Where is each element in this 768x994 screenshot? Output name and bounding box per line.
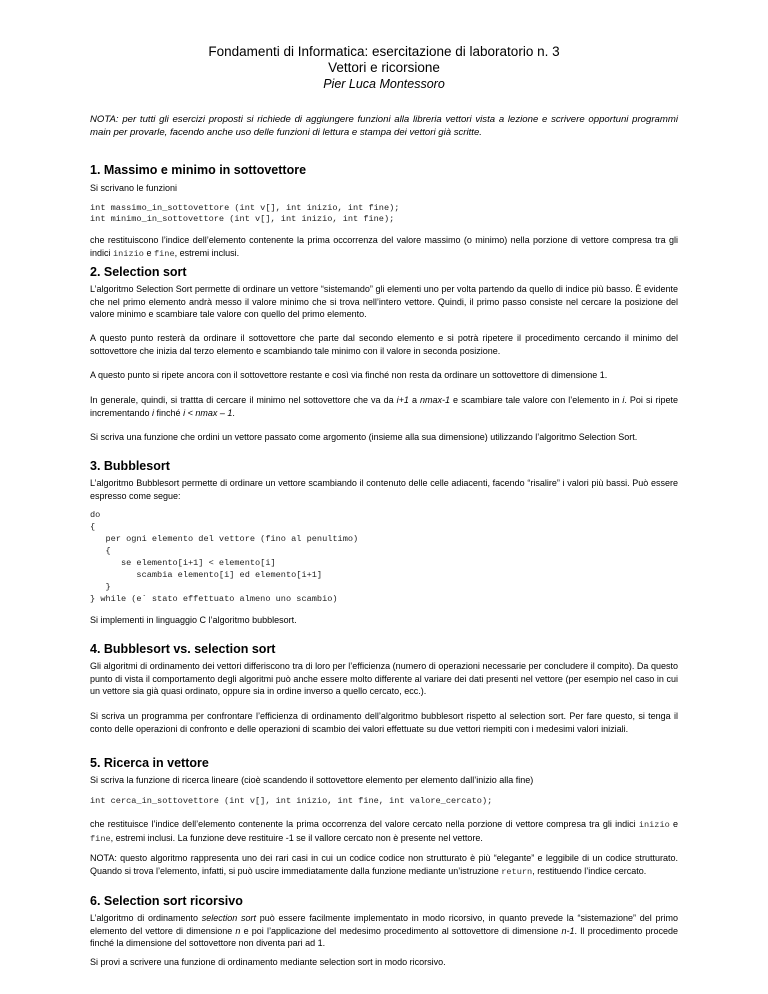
section-1-heading: 1. Massimo e minimo in sottovettore bbox=[90, 163, 307, 177]
pseudocode-line: } bbox=[90, 582, 111, 592]
section-5-heading: 5. Ricerca in vettore bbox=[90, 756, 209, 770]
document-title: Fondamenti di Informatica: esercitazione di laboratorio n. 3 bbox=[208, 44, 560, 59]
pseudocode-line: } while (e` stato effettuato almeno uno scambio) bbox=[90, 594, 338, 604]
section-1-code-min: int minimo_in_sottovettore (int v[], int inizio, int fine); bbox=[90, 214, 395, 224]
section-1-intro: Si scrivano le funzioni bbox=[90, 183, 178, 193]
section-2-paragraph-3: A questo punto si ripete ancora con il sottovettore restante e così via finché non resta da ordinare un sottovettore di dimensione 1. bbox=[90, 370, 608, 380]
section-4-paragraph-1: Gli algoritmi di ordinamento dei vettori differiscono tra di loro per l’efficienza (numero di operazioni necessarie per concludere il compito). Da questo punto di vista il comportamento degli algoritmi può anche essere molto differente al variare dei dati presenti nel vettore (per esempio nel caso in cui un vettore sia già quasi ordinato, oppure sia in ordine inverso a quello cercato, ecc.). bbox=[90, 661, 678, 696]
section-6-paragraph-1: L’algoritmo di ordinamento selection sort può essere facilmente implementato in modo ricorsivo, in quanto prevede la “sistemazione” del primo elemento del vettore di dimensione n e poi l’applicazione del medesimo procedimento al sottovettore di dimensione n-1. Il procedimento procede finché la dimensione del sottovettore non diventa pari ad 1. bbox=[90, 913, 679, 948]
section-2-paragraph-2: A questo punto resterà da ordinare il sottovettore che parte dal secondo elemento e si potrà ripetere il procedimento cercando il minimo del sottovettore che inizia dal terzo elemento e scambiando tale minimo con il valore in seconda posizione. bbox=[90, 333, 678, 356]
section-2-paragraph-5: Si scriva una funzione che ordini un vettore passato come argomento (insieme alla sua dimensione) utilizzando l’algoritmo Selection Sort. bbox=[90, 432, 638, 442]
section-5-paragraph-2: NOTA: questo algoritmo rappresenta uno dei rari casi in cui un codice codice non strutturato è più “elegante” e leggibile di un codice strutturato. Quando si trova l’elemento, infatti, si può uscire immediatamente dalla funzione mediante un’istruzione return, restituendo l’indice cercato. bbox=[90, 853, 678, 877]
section-3-heading: 3. Bubblesort bbox=[90, 459, 170, 473]
document-author: Pier Luca Montessoro bbox=[323, 77, 445, 91]
section-3-paragraph-2: Si implementi in linguaggio C l’algoritmo bubblesort. bbox=[90, 615, 297, 625]
section-1-code-max: int massimo_in_sottovettore (int v[], int inizio, int fine); bbox=[90, 203, 400, 213]
section-5-code: int cerca_in_sottovettore (int v[], int inizio, int fine, int valore_cercato); bbox=[90, 796, 493, 806]
pseudocode-line: { bbox=[90, 522, 96, 532]
section-6-paragraph-2: Si provi a scrivere una funzione di ordinamento mediante selection sort in modo ricorsivo. bbox=[90, 957, 446, 967]
section-5-paragraph-1: che restituisce l’indice dell’elemento contenente la prima occorrenza del valore cercato nella porzione di vettore compresa tra gli indici inizio e fine, estremi inclusi. La funzione deve restituire -1 se il vallore cercato non è presente nel vettore. bbox=[90, 819, 678, 844]
section-1-paragraph: che restituiscono l’indice dell’elemento contenente la prima occorrenza del valore massimo (o minimo) nella porzione di vettore compresa tra gli indici inizio e fine, estremi inclusi. bbox=[90, 235, 678, 259]
document-subtitle: Vettori e ricorsione bbox=[328, 60, 440, 75]
document-header bbox=[0, 44, 768, 92]
pseudocode-line: se elemento[i+1] < elemento[i] bbox=[90, 558, 276, 568]
intro-note: NOTA: per tutti gli esercizi proposti si richiede di aggiungere funzioni alla libreria vettori vista a lezione e scrivere opportuni programmi main per provarle, facendo anche uso delle funzioni di lettura e stampa dei vettori già scritte. bbox=[90, 114, 678, 138]
section-4-heading: 4. Bubblesort vs. selection sort bbox=[90, 642, 276, 656]
pseudocode-line: per ogni elemento del vettore (fino al penultimo) bbox=[90, 534, 359, 544]
section-5-intro: Si scriva la funzione di ricerca lineare (cioè scandendo il sottovettore elemento per elemento dall’inizio alla fine) bbox=[90, 775, 534, 785]
section-4-paragraph-2: Si scriva un programma per confrontare l’efficienza di ordinamento dell’algoritmo bubblesort rispetto al selection sort. Per fare questo, si tenga il conto delle operazioni di confronto e delle operazioni di scambio dei valori effettuate su due vettori riempiti con i medesimi valori iniziali. bbox=[90, 711, 678, 734]
pseudocode-line: scambia elemento[i] ed elemento[i+1] bbox=[90, 570, 323, 580]
pseudocode-line: do bbox=[90, 510, 101, 520]
pseudocode-line: { bbox=[90, 546, 111, 556]
section-2-paragraph-4: In generale, quindi, si trattta di cercare il minimo nel sottovettore che va da i+1 a nmax-1 e scambiare tale valore con l’elemento in i. Poi si ripete incrementando i finché i < nmax – 1. bbox=[90, 395, 679, 418]
section-3-paragraph-1: L’algoritmo Bubblesort permette di ordinare un vettore scambiando il contenuto delle celle adiacenti, facendo “risalire” i valori più bassi. Può essere espresso come segue: bbox=[90, 478, 678, 501]
section-2-paragraph-1: L’algoritmo Selection Sort permette di ordinare un vettore “sistemando” gli elementi uno per volta partendo da quello di indice più basso. È evidente che nel primo elemento andrà messo il valore minimo che si trova nell’intero vettore. Quindi, il primo passo consiste nel cercare la posizione del valore minimo e scambiare tale valore con quello del primo elemento. bbox=[90, 284, 678, 319]
section-6-heading: 6. Selection sort ricorsivo bbox=[90, 894, 243, 908]
section-2-heading: 2. Selection sort bbox=[90, 265, 187, 279]
